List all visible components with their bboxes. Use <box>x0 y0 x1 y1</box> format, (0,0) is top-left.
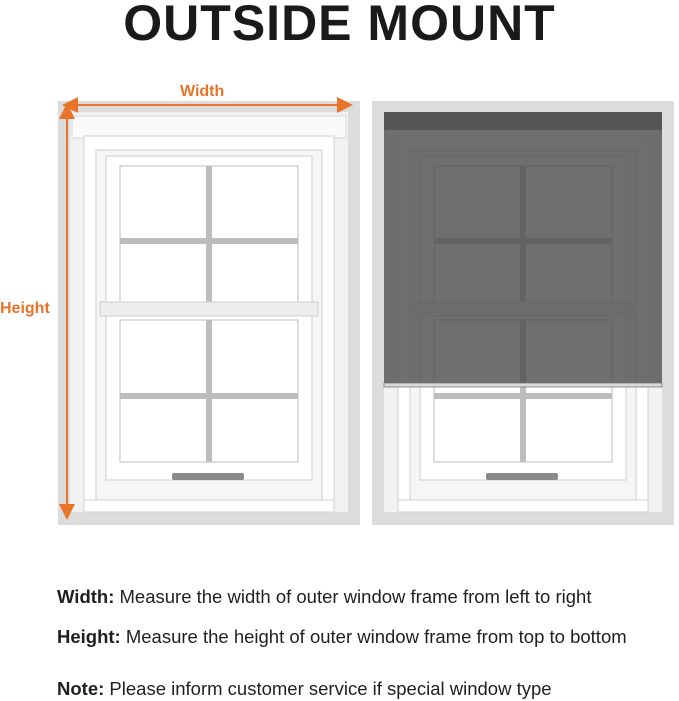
shade-bottom-bar <box>384 383 662 387</box>
sash-handle <box>172 473 244 480</box>
right-window <box>372 101 674 525</box>
shade-headrail <box>384 112 662 130</box>
note-special: Note: Please inform customer service if special window type <box>57 678 552 699</box>
roller-shade <box>384 112 662 386</box>
height-label: Height <box>0 300 50 317</box>
note-height: Height: Measure the height of outer window frame from top to bottom <box>57 626 627 647</box>
page-title: OUTSIDE MOUNT <box>123 0 556 51</box>
left-window <box>58 101 360 525</box>
width-label: Width <box>180 83 225 100</box>
note-width: Width: Measure the width of outer window frame from left to right <box>57 586 592 607</box>
